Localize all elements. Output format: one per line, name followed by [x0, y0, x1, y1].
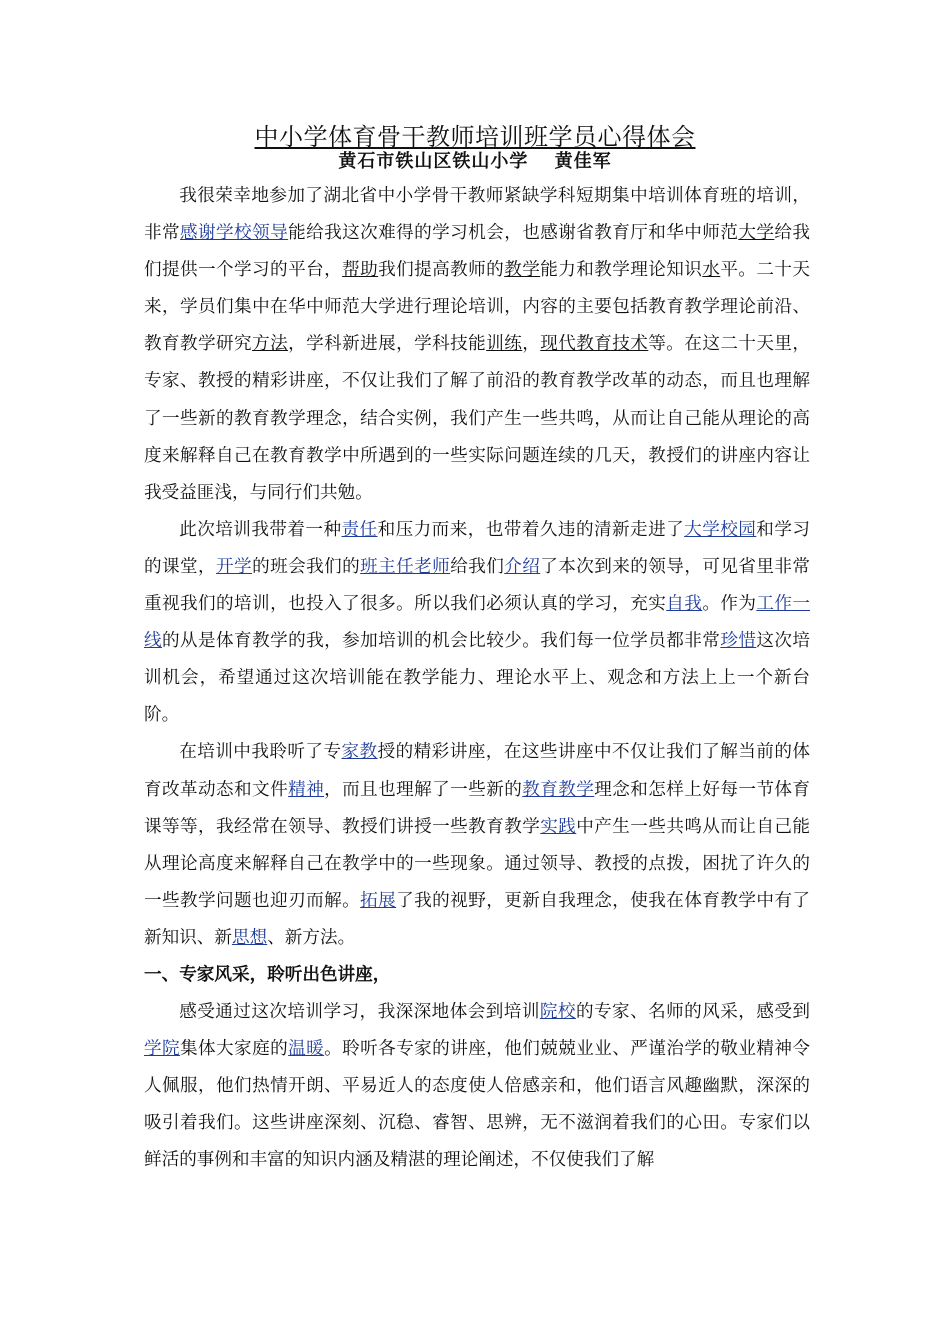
text-run: 能给我这次难得的学习机会，也感谢省教育厅和华中师范: [288, 223, 739, 244]
text-run: 中产生一些共鸣从而让自己能从理论高度来解释自己在教学中的一些现象。通过领导、教授的点拨，困扰了许久的一些教学问题也迎刃而解。: [144, 816, 810, 911]
text-run: 在培训中我聆听了专: [179, 742, 342, 763]
paragraph: [144, 734, 810, 957]
document-author: 黄石市铁山区铁山小学 黄佳军: [338, 151, 612, 172]
inline-link[interactable]: 帮助: [342, 260, 379, 281]
inline-link[interactable]: 感谢学校领导: [180, 223, 289, 244]
paragraph: [144, 994, 810, 1179]
inline-link[interactable]: 工作一线: [144, 594, 810, 652]
text-run: 集体大家庭的: [180, 1039, 289, 1060]
section-heading: 一、专家风采，聆听出色讲座，: [144, 964, 391, 985]
text-run: 的班会我们的: [252, 556, 361, 577]
text-run: 和学习的课堂，: [144, 519, 810, 577]
text-run: 理念和怎样上好每一节体育课等等，我经常在领导、教授们讲授一些教育教学: [144, 779, 810, 837]
document-body: [144, 178, 810, 1180]
section-paragraphs: [144, 994, 810, 1179]
text-run: 和压力而来，也带着久违的清新走进了: [377, 519, 685, 540]
text-run: 给我们提供一个学习的平台，: [144, 223, 810, 281]
inline-link[interactable]: 思想: [231, 927, 268, 948]
text-run: 此次培训我带着一种: [179, 519, 342, 540]
inline-link[interactable]: 精神: [288, 779, 325, 800]
inline-link[interactable]: 大学校园: [684, 519, 757, 540]
text-run: 的专家、名师的风采，感受到: [575, 1002, 810, 1023]
inline-link[interactable]: 自我: [666, 594, 703, 615]
inline-link[interactable]: 教育教学: [522, 779, 595, 800]
text-run: 。作为: [702, 594, 757, 615]
inline-link[interactable]: 责任: [341, 519, 378, 540]
text-run: 了我的视野，更新自我理念，使我在体育教学中有了新知识、新: [144, 890, 810, 948]
text-run: 了本次到来的领导，可见省里非常重视我们的培训，也投入了很多。所以我们必须认真的学习，充实: [144, 556, 810, 615]
inline-link[interactable]: 方法: [252, 334, 289, 355]
text-run: 感受通过这次培训学习，我深深地体会到培训: [179, 1002, 540, 1023]
inline-link[interactable]: 开学: [216, 556, 253, 577]
inline-link[interactable]: 现代教育技术: [540, 334, 649, 355]
text-run: 能力和教学理论知识: [540, 260, 703, 281]
text-run: ，而且也理解了一些新的: [324, 779, 523, 800]
paragraph: [144, 512, 810, 735]
inline-link[interactable]: 班主任老师: [360, 556, 451, 577]
text-run: 。聆听各专家的讲座，他们兢兢业业、严谨治学的敬业精神令人佩服，他们热情开朗、平易近人的态度使人倍感亲和，他们语言风趣幽默，深深的吸引着我们。这些讲座深刻、沉稳、睿智、思辨，无不滋润着我们的心田。专家们以鲜活的事例和丰富的知识内涵及精湛的理论阐述，不仅使我们了解: [144, 1039, 810, 1171]
inline-link[interactable]: 大学: [738, 223, 775, 244]
text-run: 的从是体育教学的我，参加培训的机会比较少。我们每一位学员都非常: [162, 631, 721, 652]
text-run: 平。二十天来，学员们集中在华中师范大学进行理论培训，内容的主要包括教育教学理论前沿、教育教学研究: [144, 260, 810, 355]
inline-link[interactable]: 院校: [539, 1002, 576, 1023]
text-run: 我很荣幸地参加了湖北省中小学骨干教师紧缺学科短期集中培训体育班的培训，非常: [144, 186, 810, 244]
document-title: 中小学体育骨干教师培训班学员心得体会: [254, 123, 696, 151]
text-run: 授的精彩讲座，在这些讲座中不仅让我们了解当前的体育改革动态和文件: [144, 742, 810, 800]
inline-link[interactable]: 训练: [486, 334, 523, 355]
inline-link[interactable]: 家教: [341, 742, 378, 763]
intro-paragraphs: [144, 178, 810, 957]
text-run: 我们提高教师的: [378, 260, 505, 281]
inline-link[interactable]: 温暖: [288, 1039, 325, 1060]
text-run: ，学科新进展，学科技能: [288, 334, 487, 355]
inline-link[interactable]: 学院: [144, 1039, 181, 1060]
text-run: 这次培训机会，希望通过这次培训能在教学能力、理论水平上、观念和方法上上一个新台阶。: [144, 631, 810, 726]
inline-link[interactable]: 介绍: [504, 556, 541, 577]
inline-link[interactable]: 拓展: [360, 890, 397, 911]
paragraph: [144, 178, 810, 512]
text-run: 给我们: [450, 556, 505, 577]
inline-link[interactable]: 实践: [540, 816, 577, 837]
inline-link[interactable]: 教学: [504, 260, 541, 281]
text-run: 、新方法。: [267, 927, 356, 948]
text-run: ，: [522, 334, 541, 355]
text-run: 等。在这二十天里，专家、教授的精彩讲座，不仅让我们了解了前沿的教育教学改革的动态，而且也理解了一些新的教育教学理念，结合实例，我们产生一些共鸣，从而让自己能从理论的高度来解释自己在教育教学中所遇到的一些实际问题连续的几天，教授们的讲座内容让我受益匪浅，与同行们共勉。: [144, 334, 810, 503]
inline-link[interactable]: 水: [702, 260, 721, 281]
inline-link[interactable]: 珍惜: [720, 631, 757, 652]
